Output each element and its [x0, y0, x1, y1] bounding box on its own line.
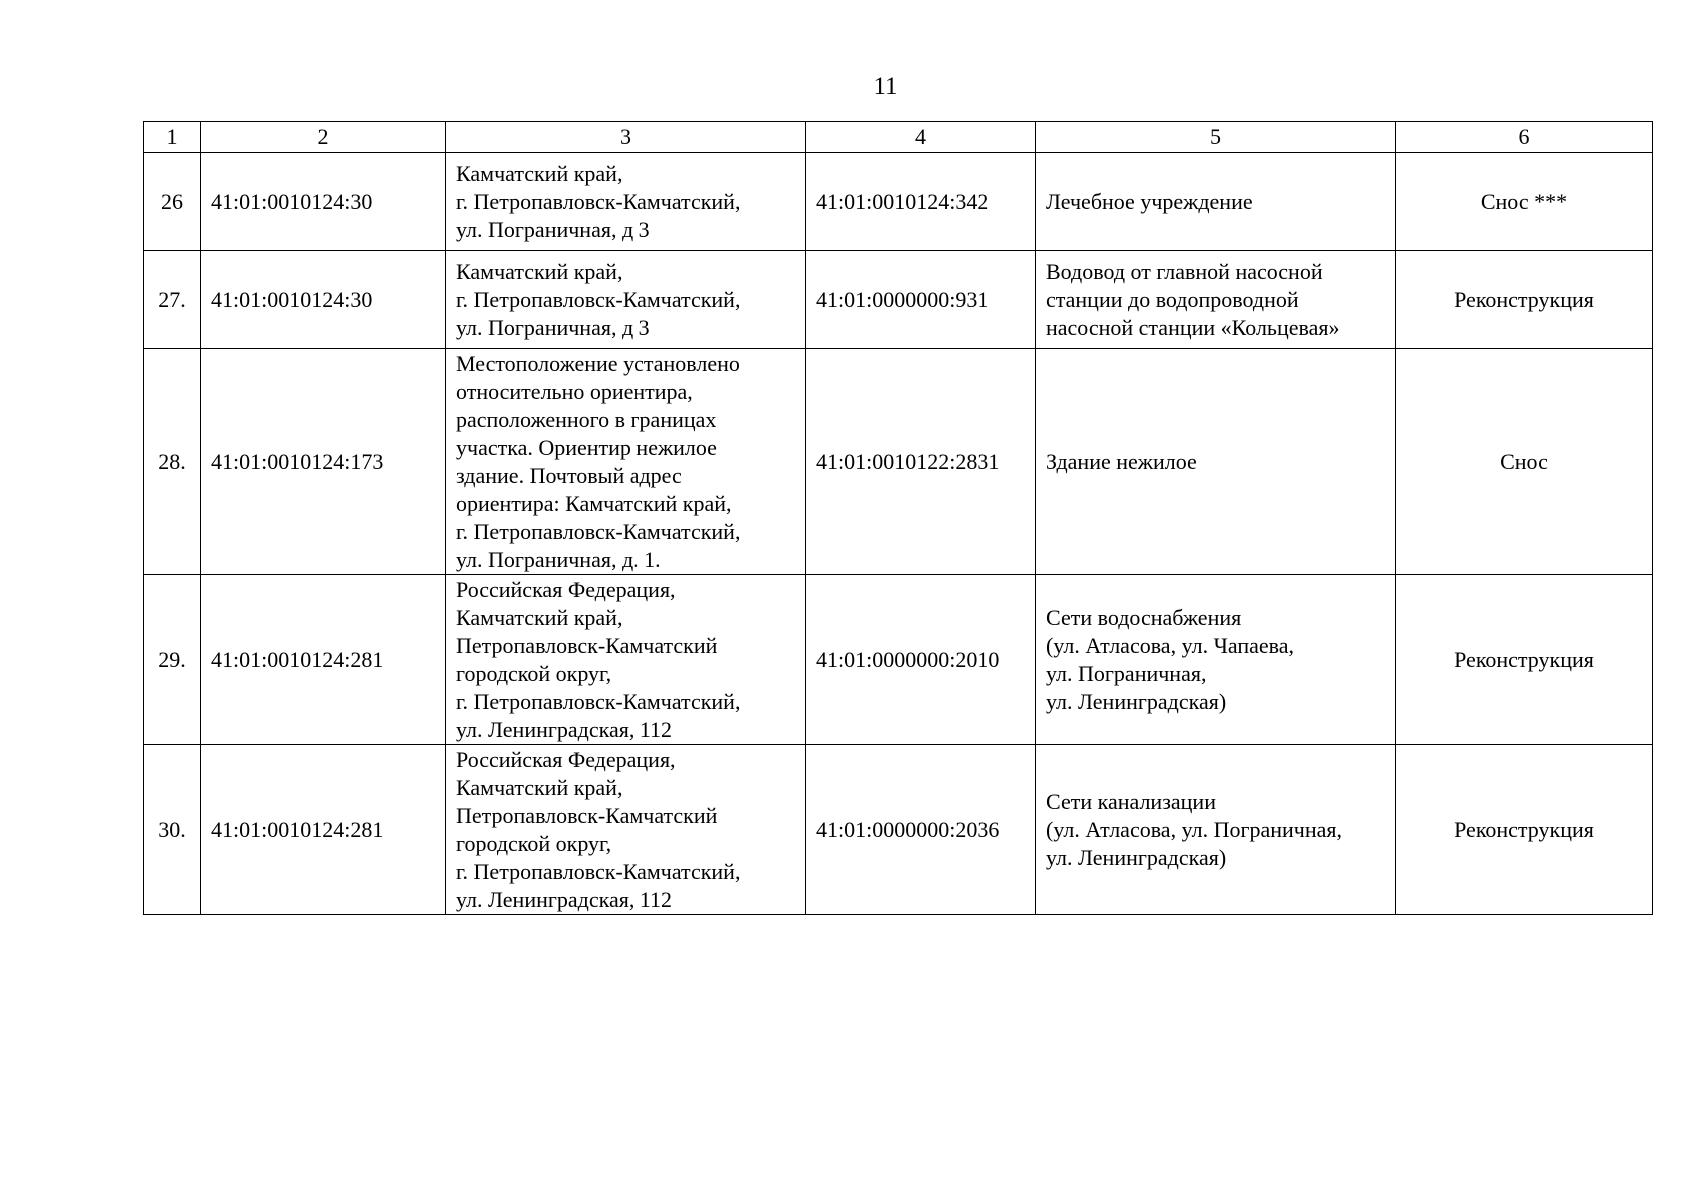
column-number-3: 3 — [446, 122, 806, 153]
row-number: 30. — [144, 745, 201, 915]
address: Российская Федерация, Камчатский край, Петропавловск-Камчатский городской округ, г. Петропавловск-Камчатский, ул. Ленинградская, 112 — [446, 745, 806, 915]
column-number-6: 6 — [1396, 122, 1653, 153]
table-row — [144, 349, 1653, 575]
object-cadastral-number: 41:01:0010122:2831 — [806, 349, 1036, 575]
land-cadastral-number: 41:01:0010124:30 — [201, 153, 446, 251]
row-number: 29. — [144, 575, 201, 745]
table-row — [144, 745, 1653, 915]
column-number-1: 1 — [144, 122, 201, 153]
planned-action: Снос — [1396, 349, 1653, 575]
row-number: 27. — [144, 251, 201, 349]
row-number: 26 — [144, 153, 201, 251]
planned-action: Реконструкция — [1396, 575, 1653, 745]
planned-action: Снос *** — [1396, 153, 1653, 251]
land-cadastral-number: 41:01:0010124:173 — [201, 349, 446, 575]
object-name: Сети канализации (ул. Атласова, ул. Пограничная, ул. Ленинградская) — [1036, 745, 1396, 915]
object-cadastral-number: 41:01:0000000:2036 — [806, 745, 1036, 915]
table-header-row — [144, 122, 1653, 153]
planned-action: Реконструкция — [1396, 745, 1653, 915]
column-number-4: 4 — [806, 122, 1036, 153]
table-row — [144, 153, 1653, 251]
object-name: Сети водоснабжения (ул. Атласова, ул. Чапаева, ул. Пограничная, ул. Ленинградская) — [1036, 575, 1396, 745]
land-cadastral-number: 41:01:0010124:281 — [201, 745, 446, 915]
page-number: 11 — [873, 73, 898, 100]
address: Местоположение установлено относительно ориентира, расположенного в границах участка. Ориентир нежилое здание. Почтовый адрес ориентира: Камчатский край, г. Петропавловск-Камчатский, ул. Пограничная, д. 1. — [446, 349, 806, 575]
table-row — [144, 251, 1653, 349]
object-cadastral-number: 41:01:0000000:2010 — [806, 575, 1036, 745]
address: Камчатский край, г. Петропавловск-Камчатский, ул. Пограничная, д 3 — [446, 153, 806, 251]
land-cadastral-number: 41:01:0010124:30 — [201, 251, 446, 349]
object-cadastral-number: 41:01:0010124:342 — [806, 153, 1036, 251]
column-number-5: 5 — [1036, 122, 1396, 153]
row-number: 28. — [144, 349, 201, 575]
planned-action: Реконструкция — [1396, 251, 1653, 349]
address: Российская Федерация, Камчатский край, Петропавловск-Камчатский городской округ, г. Петропавловск-Камчатский, ул. Ленинградская, 112 — [446, 575, 806, 745]
object-name: Водовод от главной насосной станции до водопроводной насосной станции «Кольцевая» — [1036, 251, 1396, 349]
address: Камчатский край, г. Петропавловск-Камчатский, ул. Пограничная, д 3 — [446, 251, 806, 349]
column-number-2: 2 — [201, 122, 446, 153]
object-cadastral-number: 41:01:0000000:931 — [806, 251, 1036, 349]
object-name: Лечебное учреждение — [1036, 153, 1396, 251]
land-cadastral-number: 41:01:0010124:281 — [201, 575, 446, 745]
table-row — [144, 575, 1653, 745]
object-name: Здание нежилое — [1036, 349, 1396, 575]
data-table — [143, 121, 1653, 915]
